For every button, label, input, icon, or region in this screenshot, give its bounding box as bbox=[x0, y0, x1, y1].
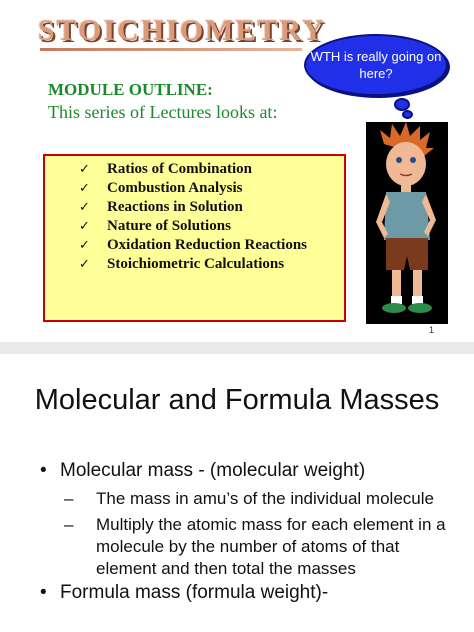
dash-marker: – bbox=[64, 489, 74, 508]
cartoon-boy-icon bbox=[366, 122, 448, 324]
module-outline-box bbox=[43, 154, 346, 322]
bullet-item bbox=[38, 580, 458, 606]
bullet-list bbox=[38, 458, 458, 606]
dash-marker: – bbox=[64, 515, 74, 534]
page-number: 1 bbox=[428, 325, 434, 335]
outline-item bbox=[45, 179, 344, 198]
outline-item-label: Combustion Analysis bbox=[107, 180, 243, 196]
outline-item-label: Stoichiometric Calculations bbox=[107, 256, 285, 272]
thought-bubble-dot bbox=[402, 110, 413, 119]
title-underline bbox=[40, 48, 302, 51]
sub-bullet-text: Multiply the atomic mass for each element in a molecule by the number of atoms of that element and then total the masses bbox=[96, 515, 446, 578]
slide-2 bbox=[0, 354, 474, 632]
slide-divider bbox=[0, 342, 474, 354]
module-outline-heading: MODULE OUTLINE: bbox=[48, 80, 213, 99]
sub-bullet-item bbox=[38, 488, 458, 510]
outline-list bbox=[45, 160, 344, 274]
checkmark-icon: ✓ bbox=[79, 181, 90, 196]
sub-bullet-text: The mass in amu’s of the individual molecule bbox=[96, 489, 434, 508]
outline-item bbox=[45, 255, 344, 274]
bullet-text: Molecular mass - (molecular weight) bbox=[60, 460, 366, 481]
bullet-marker: • bbox=[40, 460, 47, 481]
cartoon-boy-image bbox=[366, 122, 448, 324]
slide-title-molecular-formula-masses: Molecular and Formula Masses bbox=[34, 384, 440, 416]
outline-item-label: Ratios of Combination bbox=[107, 161, 253, 177]
checkmark-icon: ✓ bbox=[79, 238, 90, 253]
outline-item-label: Oxidation Reduction Reactions bbox=[107, 237, 308, 253]
checkmark-icon: ✓ bbox=[79, 162, 90, 177]
thought-bubble bbox=[304, 34, 448, 96]
outline-item bbox=[45, 160, 344, 179]
sub-bullet-item bbox=[38, 514, 458, 580]
outline-item bbox=[45, 217, 344, 236]
outline-item bbox=[45, 236, 344, 255]
outline-item-label: Reactions in Solution bbox=[107, 199, 243, 215]
checkmark-icon: ✓ bbox=[79, 200, 90, 215]
bullet-marker: • bbox=[40, 582, 47, 603]
thought-bubble-text: WTH is really going on here? bbox=[310, 49, 442, 81]
outline-item-label: Nature of Solutions bbox=[107, 218, 231, 234]
bullet-item bbox=[38, 458, 458, 484]
outline-item bbox=[45, 198, 344, 217]
bullet-text: Formula mass (formula weight)- bbox=[60, 582, 329, 603]
checkmark-icon: ✓ bbox=[79, 257, 90, 272]
intro-text: This series of Lectures looks at: bbox=[48, 102, 278, 122]
slide-title-stoichiometry: STOICHIOMETRY bbox=[38, 14, 326, 47]
checkmark-icon: ✓ bbox=[79, 219, 90, 234]
